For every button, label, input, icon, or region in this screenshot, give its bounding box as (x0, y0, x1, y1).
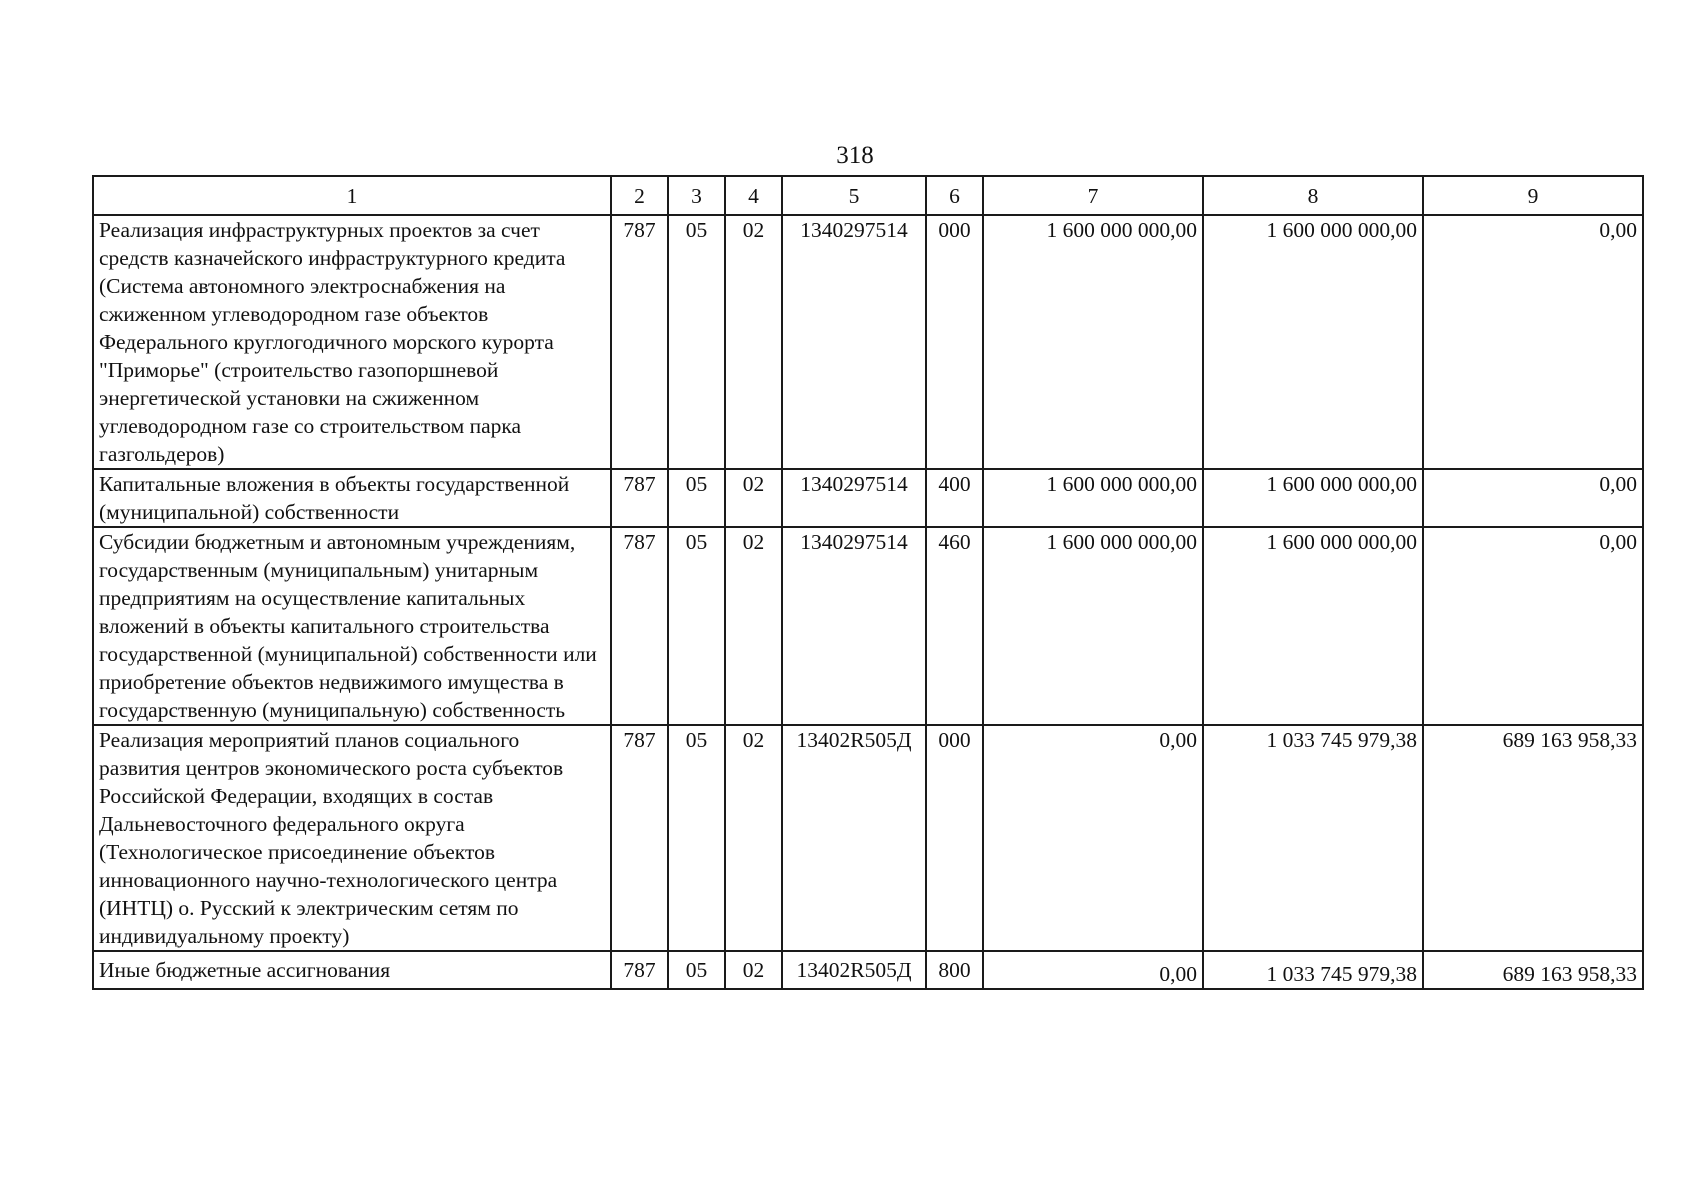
row-amount-9: 0,00 (1423, 527, 1643, 725)
row-code-5: 1340297514 (782, 215, 926, 469)
column-header: 8 (1203, 176, 1423, 215)
column-header: 2 (611, 176, 668, 215)
row-code-6: 800 (926, 951, 983, 989)
row-amount-9: 689 163 958,33 (1423, 951, 1643, 989)
row-code-5: 13402R505Д (782, 725, 926, 951)
row-code-4: 02 (725, 527, 782, 725)
row-code-2: 787 (611, 469, 668, 527)
column-header: 1 (93, 176, 611, 215)
row-code-6: 400 (926, 469, 983, 527)
row-code-3: 05 (668, 725, 725, 951)
row-code-4: 02 (725, 951, 782, 989)
row-code-3: 05 (668, 527, 725, 725)
row-code-6: 460 (926, 527, 983, 725)
row-amount-9: 0,00 (1423, 215, 1643, 469)
row-code-4: 02 (725, 469, 782, 527)
row-amount-8: 1 600 000 000,00 (1203, 469, 1423, 527)
row-amount-8: 1 033 745 979,38 (1203, 951, 1423, 989)
budget-table (92, 175, 1644, 990)
row-description: Реализация мероприятий планов социального развития центров экономического роста субъектов Российской Федерации, входящих в состав Дальневосточного федерального округа (Технологическое присоединение объектов инновационного научно-технологического центра (ИНТЦ) о. Русский к электрическим сетям по индивидуальному проекту) (93, 725, 611, 951)
column-header: 5 (782, 176, 926, 215)
column-header: 3 (668, 176, 725, 215)
row-amount-8: 1 600 000 000,00 (1203, 215, 1423, 469)
column-header: 4 (725, 176, 782, 215)
table-row (93, 469, 1643, 527)
row-description: Иные бюджетные ассигнования (93, 951, 611, 989)
row-code-3: 05 (668, 215, 725, 469)
row-amount-7: 1 600 000 000,00 (983, 469, 1203, 527)
row-amount-9: 689 163 958,33 (1423, 725, 1643, 951)
row-amount-8: 1 033 745 979,38 (1203, 725, 1423, 951)
table-header-row (93, 176, 1643, 215)
row-code-2: 787 (611, 951, 668, 989)
row-description: Капитальные вложения в объекты государственной (муниципальной) собственности (93, 469, 611, 527)
page-number: 318 (836, 142, 874, 169)
column-header: 7 (983, 176, 1203, 215)
row-amount-9: 0,00 (1423, 469, 1643, 527)
row-code-6: 000 (926, 215, 983, 469)
row-code-2: 787 (611, 725, 668, 951)
row-code-5: 1340297514 (782, 527, 926, 725)
row-amount-8: 1 600 000 000,00 (1203, 527, 1423, 725)
table-row (93, 725, 1643, 951)
row-code-5: 1340297514 (782, 469, 926, 527)
table-row (93, 527, 1643, 725)
row-code-4: 02 (725, 725, 782, 951)
row-code-4: 02 (725, 215, 782, 469)
row-code-2: 787 (611, 215, 668, 469)
row-code-6: 000 (926, 725, 983, 951)
row-amount-7: 0,00 (983, 725, 1203, 951)
row-code-3: 05 (668, 469, 725, 527)
row-description: Субсидии бюджетным и автономным учреждениям, государственным (муниципальным) унитарным предприятиям на осуществление капитальных вложений в объекты капитального строительства государственной (муниципальной) собственности или приобретение объектов недвижимого имущества в государственную (муниципальную) собственность (93, 527, 611, 725)
row-code-2: 787 (611, 527, 668, 725)
row-amount-7: 1 600 000 000,00 (983, 527, 1203, 725)
column-header: 9 (1423, 176, 1643, 215)
row-amount-7: 0,00 (983, 951, 1203, 989)
row-code-3: 05 (668, 951, 725, 989)
row-description: Реализация инфраструктурных проектов за счет средств казначейского инфраструктурного кредита (Система автономного электроснабжения на сжиженном углеводородном газе объектов Федерального круглогодичного морского курорта "Приморье" (строительство газопоршневой энергетической установки на сжиженном углеводородном газе со строительством парка газгольдеров) (93, 215, 611, 469)
table-row (93, 215, 1643, 469)
table-row (93, 951, 1643, 989)
row-code-5: 13402R505Д (782, 951, 926, 989)
row-amount-7: 1 600 000 000,00 (983, 215, 1203, 469)
column-header: 6 (926, 176, 983, 215)
